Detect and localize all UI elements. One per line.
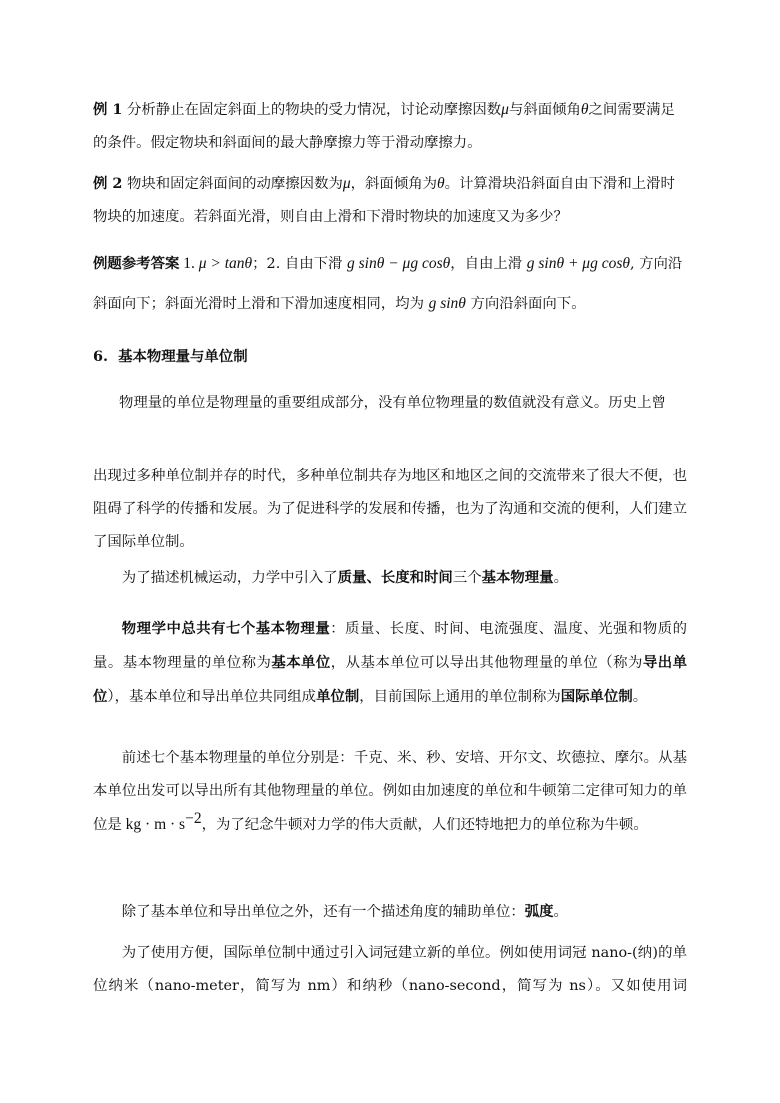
term-base-unit: 基本单位 [271,654,331,671]
section-heading [93,345,687,369]
paragraph-2-text-b: 三个 [452,570,482,586]
paragraph-3-text-d: ，目前国际上通用的单位制称为 [359,689,561,705]
paragraph-5 [93,900,687,924]
answer-2-end: 方向沿斜面向下。 [465,296,586,312]
paragraph-4-text-a: 前述七个基本物理量的单位分别是：千克、米、秒、安培、开尔文、坎德拉、摩尔。从基本单位出发可以导出所有其他物理量的单位。例如由加速度的单位和牛顿第二定律可知力的单位是 [93,750,687,833]
example-2-text-a: 物块和固定斜面间的动摩擦因数为 [122,176,343,192]
paragraph-3-text-c: ），基本单位和导出单位共同组成 [107,689,317,705]
example-1 [93,93,687,160]
answer-key [93,244,687,324]
answer-2-prefix: ；2. 自由下滑 [252,256,347,272]
theta-symbol: θ [580,101,589,118]
term-si: 国际单位制 [560,688,633,705]
example-2-text-c: 。计算滑块沿斜面自由下滑和上滑时物块的加速度。若斜面光滑，则自由上滑和下滑时物块的加速度又为多少？ [93,176,675,225]
mu-symbol: μ [501,101,509,118]
paragraph-2-bold-quantities: 质量、长度和时间 [337,569,453,586]
paragraph-2 [93,566,687,590]
paragraph-3-bold-lead: 物理学中总共有七个基本物理量 [121,620,331,637]
example-1-text-c: 之间需要满足的条件。假定物块和斜面间的最大静摩擦力等于滑动摩擦力。 [93,102,675,151]
paragraph-5-text-a: 除了基本单位和导出单位之外，还有一个描述角度的辅助单位： [121,904,525,920]
paragraph-6: 为了使用方便，国际单位制中通过引入词冠建立新的单位。例如使用词冠 nano-(纳)的单位纳米（nano-meter，简写为 nm）和纳秒（nano-second，简写为 ns）。又如使用词 [93,945,687,994]
paragraph-1-first-line: 物理量的单位是物理量的重要组成部分，没有单位物理量的数值就没有意义。历史上曾 [119,395,666,411]
unit-exponent: −2 [185,810,202,828]
unit-newton-expression: kg · m · s [121,816,186,833]
paragraph-5-text-b: 。 [553,904,568,920]
example-2-text-b: ，斜面倾角为 [350,176,437,192]
paragraph-4 [93,742,687,842]
term-radian: 弧度 [524,903,554,920]
example-2 [93,167,687,234]
paragraph-2-text-c: 。 [553,570,568,586]
paragraph-4-text-b: ，为了纪念牛顿对力学的伟大贡献，人们还特地把力的单位称为牛顿。 [201,817,648,833]
formula-slide-down: g sinθ − μg cosθ [347,255,451,272]
section-number: 6. [93,348,109,365]
term-unit-system: 单位制 [316,688,360,705]
paragraph-2-bold-term: 基本物理量 [481,569,554,586]
paragraph-3-text-b: ，从基本单位可以导出其他物理量的单位（称为 [330,655,643,671]
section-title: 基本物理量与单位制 [118,348,248,365]
answer-2-suffix: , 方向沿斜面向下；斜面光滑时上滑和下滑加速度相同，均为 [93,256,683,312]
formula-slide-up: g sinθ + μg cosθ [526,255,630,272]
paragraph-3-text-e: 。 [632,689,648,705]
paragraph-2-text-a: 为了描述机械运动，力学中引入了 [121,570,338,586]
paragraph-1-rest: 出现过多种单位制并存的时代，多种单位制共存为地区和地区之间的交流带来了很大不便，也阻碍了科学的传播和发展。为了促进科学的发展和传播，也为了沟通和交流的便利，人们建立了国际单位制。 [93,468,687,550]
example-1-text-a: 分析静止在固定斜面上的物块的受力情况，讨论动摩擦因数 [122,102,502,118]
example-1-text-b: 与斜面倾角 [508,102,581,118]
mu-symbol: μ [342,175,351,192]
formula-smooth: g sinθ [428,295,466,312]
answer-1-formula: μ > tanθ [194,255,253,272]
term-derived-unit: 导出单位 [93,654,687,705]
example-1-label: 例 1 [93,101,123,118]
theta-symbol: θ [437,175,445,192]
example-2-label: 例 2 [93,175,123,192]
answer-key-label: 例题参考答案 [93,255,180,272]
answer-2-mid: ，自由上滑 [450,256,527,272]
paragraph-3 [93,612,687,714]
paragraph-3-text-a: ：质量、长度、时间、电流强度、温度、光强和物质的量。基本物理量的单位称为 [93,621,687,671]
answer-1-prefix: 1. [179,255,195,272]
